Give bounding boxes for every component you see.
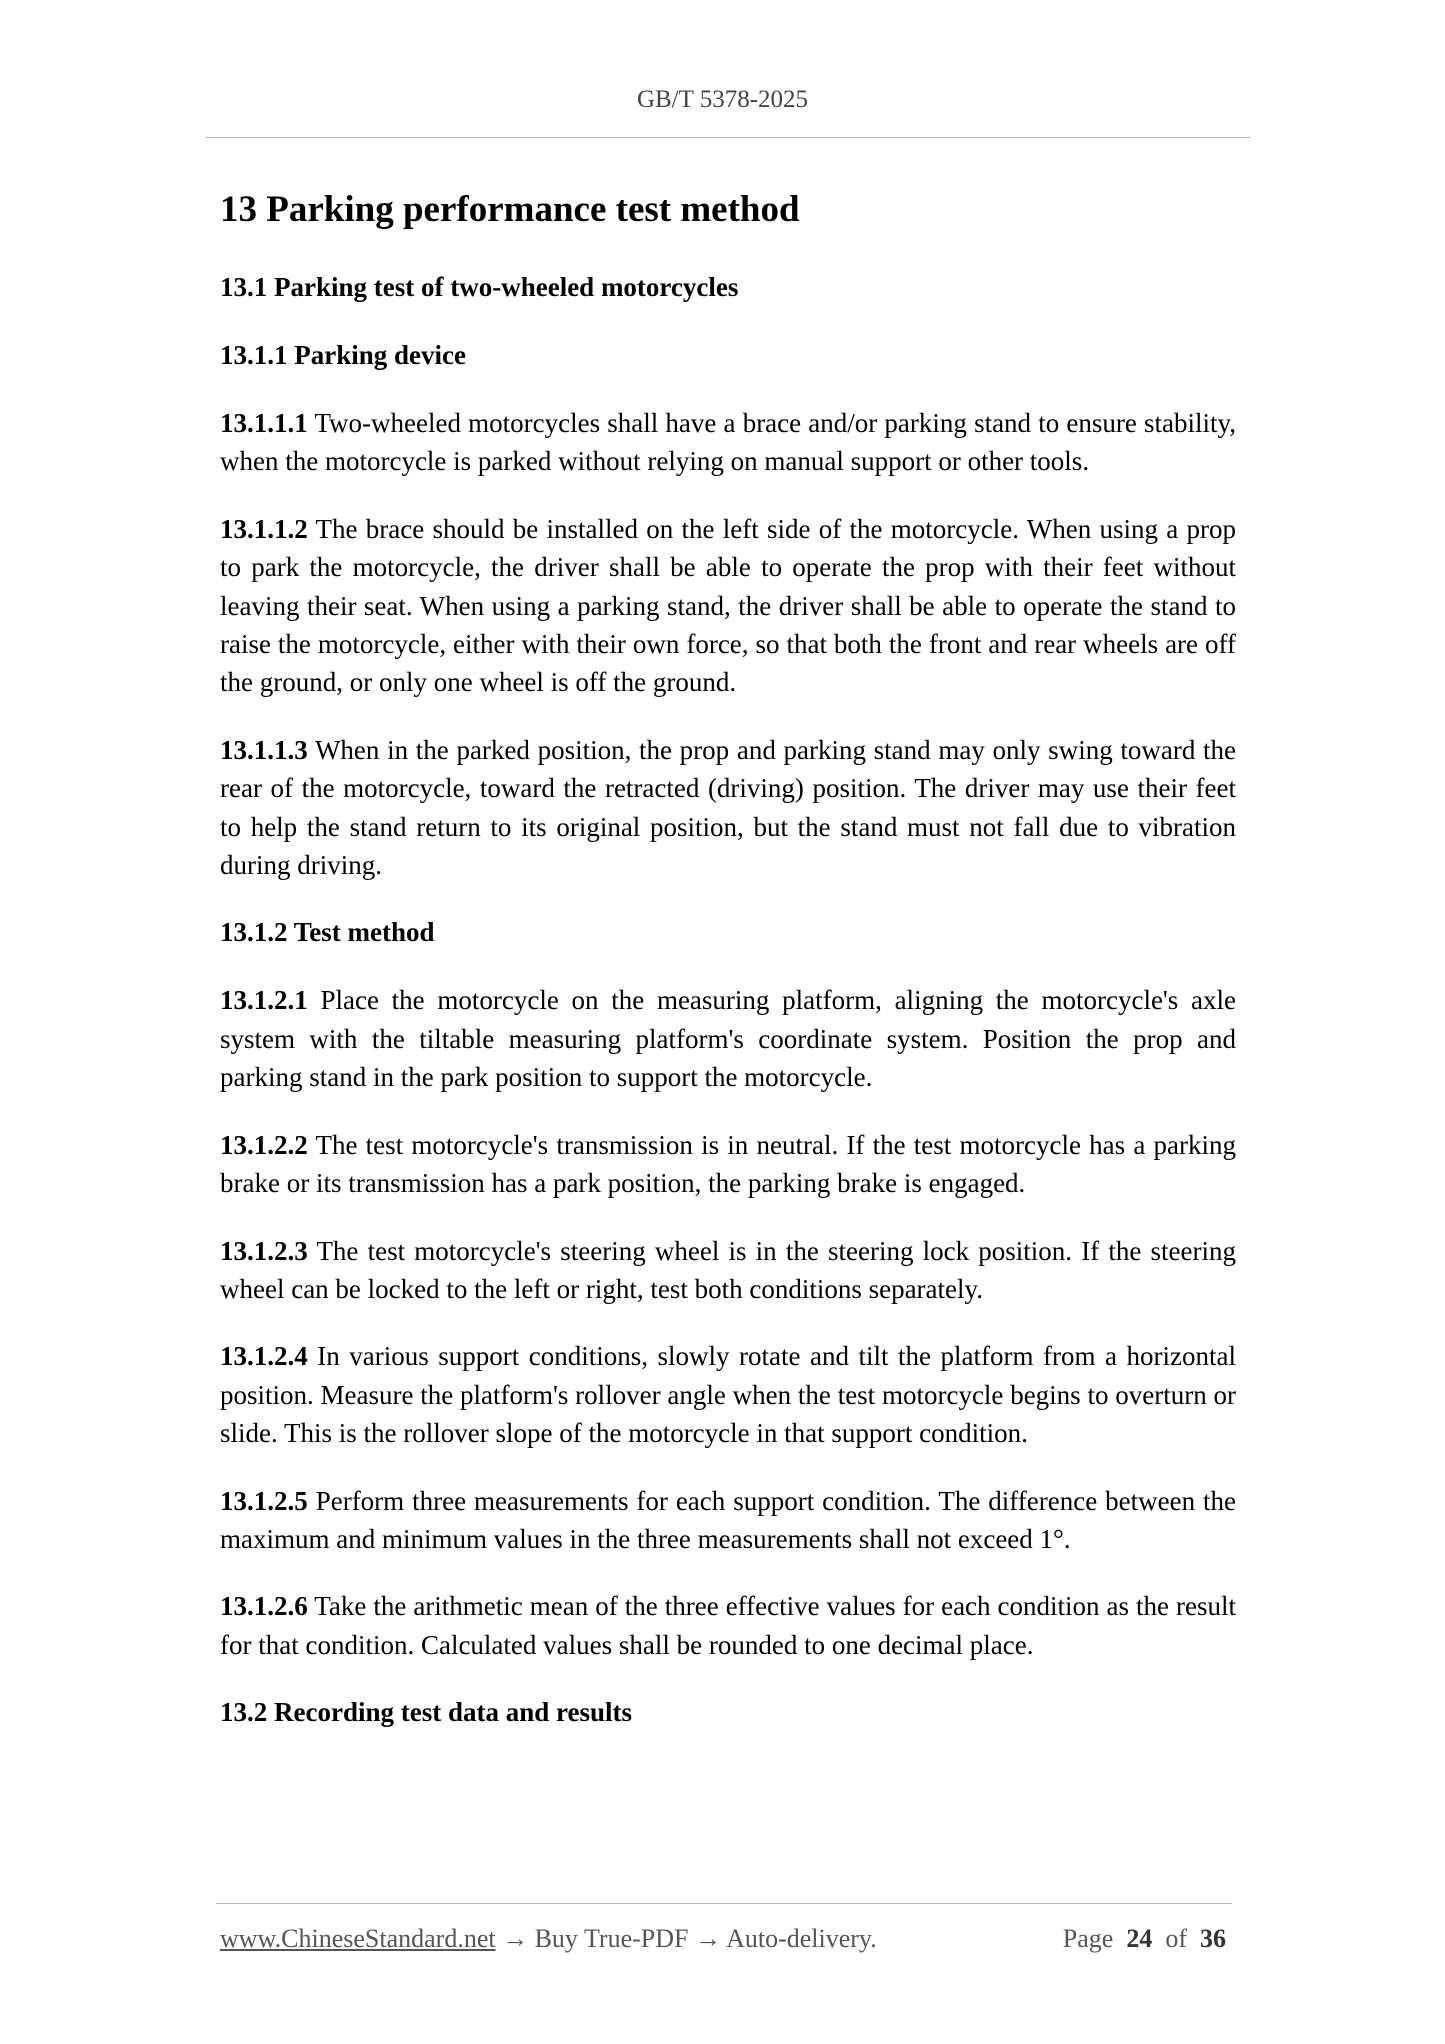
page-body: [220, 180, 1236, 1761]
arrow-right-icon: →: [502, 1924, 529, 1953]
clause-13-1-2-6: [220, 1587, 1236, 1664]
page-indicator: [1063, 1924, 1226, 1954]
clause-number: 13.1.1.1: [220, 408, 308, 438]
clause-text: The brace should be installed on the left side of the motorcycle. When using a prop to park the motorcycle, the driver shall be able to operate the prop with their feet without leaving their seat. When using a parking stand, the driver shall be able to operate the stand to raise the motorcycle, either with their own force, so that both the front and rear wheels are off the ground, or only one wheel is off the ground.: [220, 513, 1236, 698]
arrow-right-icon: →: [695, 1924, 721, 1953]
page-current: 24: [1126, 1924, 1153, 1953]
clause-number: 13.1.1.2: [220, 513, 308, 544]
clause-13-1-2-5: [220, 1482, 1236, 1559]
clause-13-1-2-2: [220, 1126, 1236, 1203]
clause-number: 13.1.2.2: [220, 1129, 308, 1160]
section-heading-13-2: 13.2 Recording test data and results: [220, 1697, 633, 1728]
clause-number: 13.1.2.1: [220, 985, 308, 1016]
clause-13-1-1-2: [220, 510, 1236, 702]
clause-text: When in the parked position, the prop and parking stand may only swing toward the rear of the motorcycle, toward the retracted (driving) position. The driver may use their feet to help the stand return to its original position, but the stand must not fall due to vibration during driving.: [220, 734, 1237, 881]
clause-13-1-1-3: [220, 731, 1236, 885]
footer-promo: [220, 1924, 877, 1954]
auto-delivery-text: Auto-delivery.: [726, 1924, 877, 1953]
clause-number: 13.1.2.6: [220, 1591, 308, 1622]
clause-text: The test motorcycle's transmission is in neutral. If the test motorcycle has a parking brake or its transmission has a park position, the parking brake is engaged.: [220, 1129, 1236, 1199]
clause-number: 13.1.2.5: [220, 1485, 308, 1516]
clause-13-1-2-3: [220, 1232, 1236, 1309]
clause-number: 13.1.2.3: [220, 1235, 308, 1266]
clause-number: 13.1.1.3: [220, 734, 308, 765]
clause-number: 13.1.2.4: [220, 1341, 308, 1372]
clause-text: Perform three measurements for each support condition. The difference between the maximum and minimum values in the three measurements shall not exceed 1°.: [220, 1485, 1237, 1554]
page-total: 36: [1200, 1924, 1226, 1953]
section-heading-13-1: 13.1 Parking test of two-wheeled motorcycles: [220, 272, 739, 302]
section-heading-13-1-2: 13.1.2 Test method: [220, 917, 435, 948]
clause-13-1-2-1: [220, 981, 1236, 1096]
section-heading-13-1-1: 13.1.1 Parking device: [220, 340, 466, 370]
clause-text: Two-wheeled motorcycles shall have a brace and/or parking stand to ensure stability, when the motorcycle is parked without relying on manual support or other tools.: [220, 408, 1236, 477]
site-link[interactable]: www.ChineseStandard.net: [220, 1924, 496, 1953]
clause-text: Place the motorcycle on the measuring platform, aligning the motorcycle's axle system with the tiltable measuring platform's coordinate system. Position the prop and parking stand in the park position to support the motorcycle.: [220, 985, 1236, 1093]
clause-13-1-2-4: [220, 1337, 1236, 1452]
page-of-label: of: [1165, 1924, 1187, 1953]
footer-divider: [216, 1903, 1232, 1904]
clause-text: Take the arithmetic mean of the three effective values for each condition as the result for that condition. Calculated values shall be rounded to one decimal place.: [220, 1591, 1236, 1660]
standard-code-header: GB/T 5378-2025: [636, 86, 809, 113]
clause-text: In various support conditions, slowly rotate and tilt the platform from a horizontal position. Measure the platform's rollover angle when the test motorcycle begins to overturn or slide. This is the rollover slope of the motorcycle in that support condition.: [220, 1341, 1236, 1449]
clause-13-1-1-1: [220, 404, 1236, 481]
chapter-title: 13 Parking performance test method: [220, 189, 800, 230]
page-label: Page: [1062, 1924, 1114, 1953]
buy-true-pdf-text: Buy True-PDF: [534, 1924, 689, 1953]
header-divider: [206, 137, 1250, 138]
clause-text: The test motorcycle's steering wheel is in the steering lock position. If the steering wheel can be locked to the left or right, test both conditions separately.: [220, 1235, 1236, 1304]
